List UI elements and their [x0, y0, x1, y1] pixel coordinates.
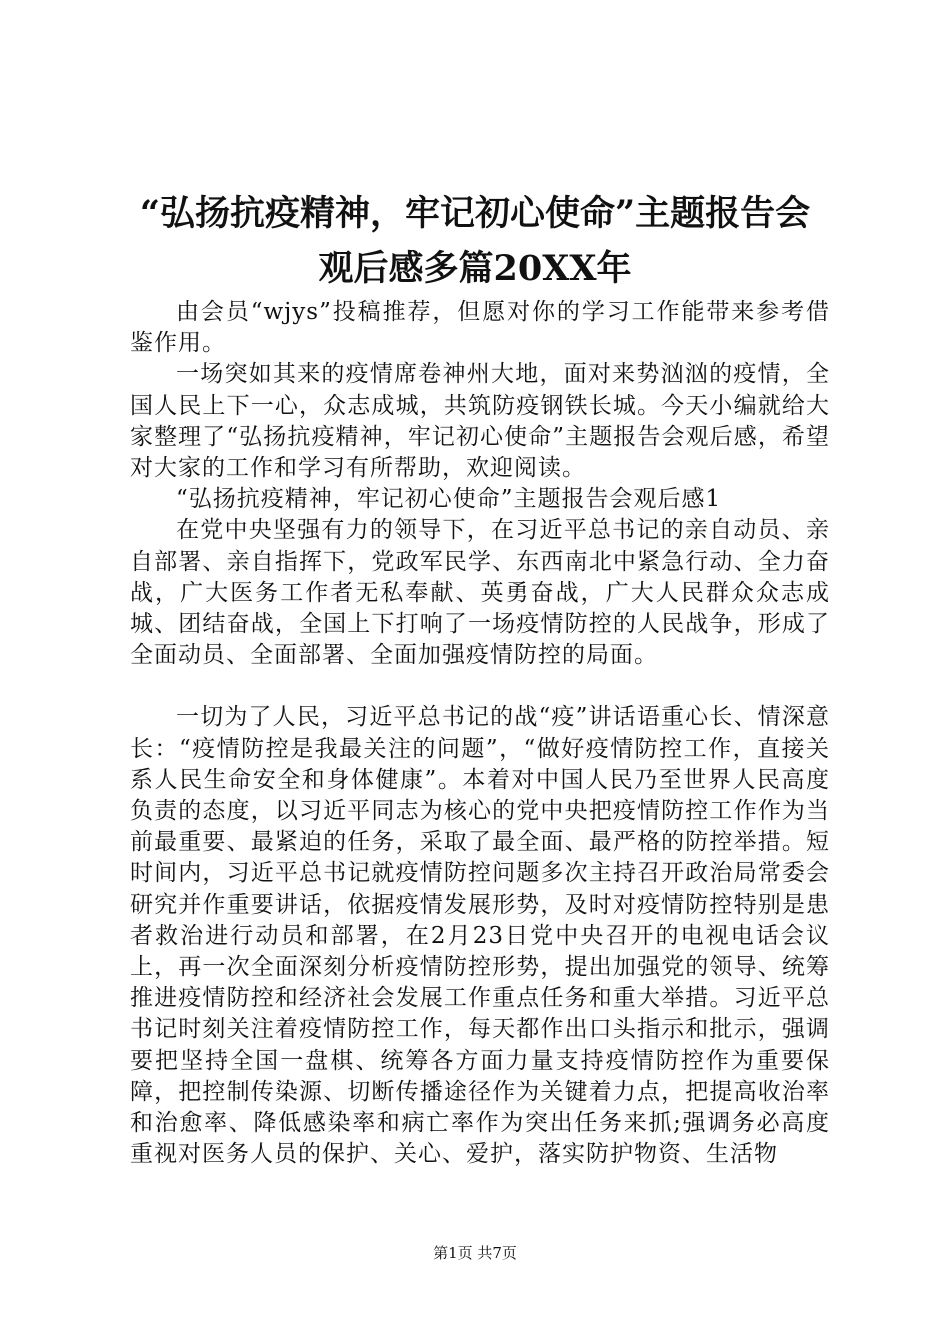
title-line-1: “弘扬抗疫精神，牢记初心使命”主题报告会	[139, 193, 811, 234]
document-body	[130, 297, 830, 1170]
paragraph-intro: 由会员“wjys”投稿推荐，但愿对你的学习工作能带来参考借鉴作用。	[130, 299, 830, 357]
title-line-2: 观后感多篇20XX年	[318, 248, 632, 289]
paragraph-leadership: 在党中央坚强有力的领导下，在习近平总书记的亲自动员、亲自部署、亲自指挥下，党政军民学、东西南北中紧急行动、全力奋战，广大医务工作者无私奉献、英勇奋战，广大人民群众众志成城、团结奋战，全国上下打响了一场疫情防控的人民战争，形成了全面动员、全面部署、全面加强疫情防控的局面。	[130, 517, 830, 669]
page-number: 第1页 共7页	[433, 1244, 517, 1262]
paragraph-people: 一切为了人民，习近平总书记的战“疫”讲话语重心长、情深意长：“疫情防控是我最关注的问题”，“做好疫情防控工作，直接关系人民生命安全和身体健康”。本着对中国人民乃至世界人民高度负责的态度，以习近平同志为核心的党中央把疫情防控工作作为当前最重要、最紧迫的任务，采取了最全面、最严格的防控举措。短时间内，习近平总书记就疫情防控问题多次主持召开政治局常委会研究并作重要讲话，依据疫情发展形势，及时对疫情防控特别是患者救治进行动员和部署，在2月23日党中央召开的电视电话会议上，再一次全面深刻分析疫情防控形势，提出加强党的领导、统筹推进疫情防控和经济社会发展工作重点任务和重大举措。习近平总书记时刻关注着疫情防控工作，每天都作出口头指示和批示，强调要把坚持全国一盘棋、统筹各方面力量支持疫情防控作为重要保障，把控制传染源、切断传播途径作为关键着力点，把提高收治率和治愈率、降低感染率和病亡率作为突出任务来抓;强调务必高度重视对医务人员的保护、关心、爱护，落实防护物资、生活物	[130, 704, 830, 1168]
paragraph-background: 一场突如其来的疫情席卷神州大地，面对来势汹汹的疫情，全国人民上下一心，众志成城，共筑防疫钢铁长城。今天小编就给大家整理了“弘扬抗疫精神，牢记初心使命”主题报告会观后感，希望对大家的工作和学习有所帮助，欢迎阅读。	[130, 361, 830, 482]
document-title	[100, 186, 850, 296]
page-footer	[0, 1243, 950, 1263]
section-heading: “弘扬抗疫精神，牢记初心使命”主题报告会观后感1	[176, 486, 722, 513]
